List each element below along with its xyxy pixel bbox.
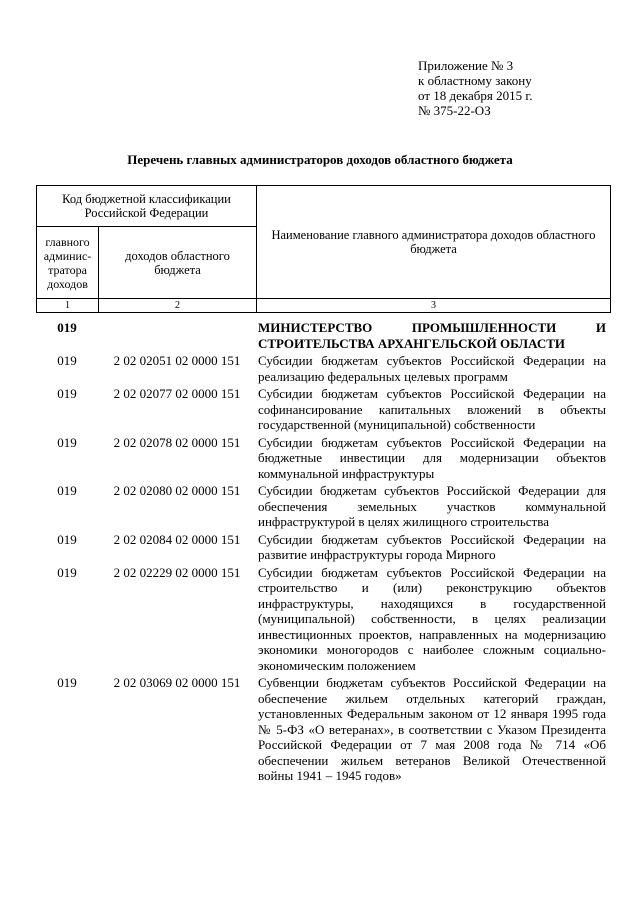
header-num-1: 1 bbox=[37, 299, 99, 313]
row-revenue-code: 2 02 02051 02 0000 151 bbox=[113, 353, 241, 368]
row-admin-code: 019 bbox=[57, 531, 77, 547]
header-name-label: Наименование главного администратора доходов областного бюджета bbox=[257, 186, 611, 299]
row-name: МИНИСТЕРСТВО ПРОМЫШЛЕННОСТИ И СТРОИТЕЛЬСТВА АРХАНГЕЛЬСКОЙ ОБЛАСТИ bbox=[258, 320, 606, 351]
row-name: Субсидии бюджетам субъектов Российской Федерации на реализацию федеральных целевых программ bbox=[258, 353, 606, 384]
appendix-line-2: к областному закону bbox=[418, 73, 532, 88]
row-revenue-code: 2 02 02080 02 0000 151 bbox=[113, 483, 241, 498]
document-title: Перечень главных администраторов доходов областного бюджета bbox=[127, 152, 513, 167]
row-admin-code: 019 bbox=[57, 386, 77, 401]
table-row bbox=[36, 483, 606, 532]
table-row bbox=[36, 320, 606, 353]
row-admin-code: 019 bbox=[57, 320, 77, 335]
row-revenue-code bbox=[98, 320, 256, 353]
row-revenue-code: 2 02 02077 02 0000 151 bbox=[113, 386, 241, 401]
row-admin-code: 019 bbox=[57, 434, 77, 450]
row-name: Субсидии бюджетам субъектов Российской Федерации для обеспечения земельных участков коммунальной инфраструктурой в целях жилищного строительства bbox=[258, 483, 606, 529]
row-name: Субсидии бюджетам субъектов Российской Федерации на бюджетные инвестиции для модернизации объектов коммунальной инфраструктуры bbox=[258, 434, 606, 481]
row-admin-code: 019 bbox=[57, 675, 77, 690]
row-revenue-code: 2 02 03069 02 0000 151 bbox=[113, 675, 241, 690]
table-row bbox=[36, 532, 606, 565]
row-name: Субсидии бюджетам субъектов Российской Федерации на развитие инфраструктуры города Мирного bbox=[258, 531, 606, 562]
header-admin-label: главного админис-тратора доходов bbox=[37, 227, 99, 299]
appendix-block bbox=[418, 58, 628, 118]
table-row bbox=[36, 435, 606, 484]
header-group-label: Код бюджетной классификации Российской Федерации bbox=[37, 186, 257, 227]
table-row bbox=[36, 675, 606, 786]
row-name: Субсидии бюджетам субъектов Российской Федерации на строительство и (или) реконструкцию объектов инфраструктуры, находящихся в государственной (муниципальной) собственности, в целях реализации инвестиционных проектов, направленных на модернизацию экономики моногородов с наиболее сложным социально-экономическим положением bbox=[258, 564, 606, 673]
table-row bbox=[36, 353, 606, 386]
appendix-line-3: от 18 декабря 2015 г. bbox=[418, 88, 533, 103]
row-name: Субвенции бюджетам субъектов Российской Федерации на обеспечение жильем отдельных категорий граждан, установленных Федеральным законом от 12 января 1995 года № 5-ФЗ «О ветеранах», в соответствии с Указом Президента Российской Федерации от 7 мая 2008 года № 714 «Об обеспечении жильем ветеранов Великой Отечественной войны 1941 – 1945 годов» bbox=[258, 675, 606, 783]
admins-table bbox=[36, 320, 606, 786]
row-revenue-code: 2 02 02084 02 0000 151 bbox=[113, 531, 241, 547]
header-num-2: 2 bbox=[99, 299, 257, 313]
table-row bbox=[36, 565, 606, 676]
row-admin-code: 019 bbox=[57, 353, 77, 368]
table-header bbox=[36, 185, 611, 313]
row-admin-code: 019 bbox=[57, 564, 77, 580]
row-revenue-code: 2 02 02229 02 0000 151 bbox=[113, 564, 241, 580]
appendix-line-1: Приложение № 3 bbox=[418, 58, 514, 73]
row-name: Субсидии бюджетам субъектов Российской Федерации на софинансирование капитальных вложений в объекты государственной (муниципальной) собственности bbox=[258, 386, 606, 432]
header-num-3: 3 bbox=[257, 299, 611, 313]
row-admin-code: 019 bbox=[57, 483, 77, 498]
header-code-label: доходов областного бюджета bbox=[99, 227, 257, 299]
appendix-line-4: № 375-22-ОЗ bbox=[418, 103, 491, 118]
table-row bbox=[36, 386, 606, 435]
row-revenue-code: 2 02 02078 02 0000 151 bbox=[113, 434, 241, 450]
